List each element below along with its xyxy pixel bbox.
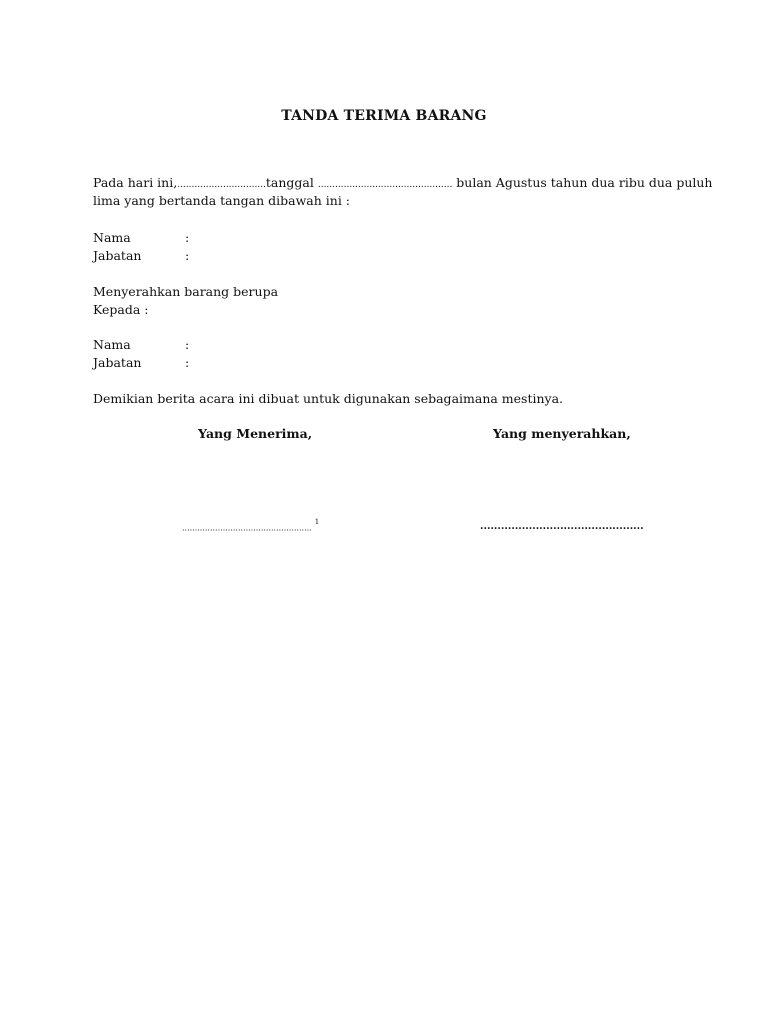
receiver-signature-dots: ...................................................: [182, 523, 312, 533]
first-party-fields: [93, 229, 693, 265]
giver-signature-line: ...............................................: [480, 521, 644, 532]
giver-signature-label: Yang menyerahkan,: [493, 426, 631, 441]
intro-paragraph: [93, 174, 713, 210]
first-party-position-row: [93, 247, 693, 265]
handover-paragraph: [93, 283, 693, 319]
handover-line-2: Kepada :: [93, 302, 149, 317]
first-party-name-colon: :: [185, 230, 190, 245]
second-party-name-colon: :: [185, 337, 190, 352]
closing-paragraph: Demikian berita acara ini dibuat untuk digunakan sebagaimana mestinya.: [93, 391, 564, 406]
intro-date-label: tanggal: [265, 175, 318, 190]
second-party-name-row: [93, 336, 693, 354]
first-party-name-row: [93, 229, 693, 247]
second-party-name-label: Nama: [93, 337, 131, 352]
first-party-position-colon: :: [185, 248, 190, 263]
document-title: TANDA TERIMA BARANG: [281, 108, 487, 124]
handover-line-1: Menyerahkan barang berupa: [93, 284, 279, 299]
second-party-fields: [93, 336, 693, 372]
receiver-signature-line: [182, 518, 320, 533]
receiver-footnote-marker: 1: [314, 518, 320, 526]
date-blank: ...............................................: [317, 180, 453, 190]
receiver-signature-label: Yang Menerima,: [198, 426, 313, 441]
day-blank: ...............................: [177, 180, 266, 190]
intro-line-2: lima yang bertanda tangan dibawah ini :: [93, 193, 351, 208]
intro-line-1: [93, 174, 713, 192]
first-party-name-label: Nama: [93, 230, 131, 245]
second-party-position-colon: :: [185, 355, 190, 370]
intro-day-label: Pada hari ini,: [93, 175, 178, 190]
second-party-position-label: Jabatan: [93, 355, 142, 370]
first-party-position-label: Jabatan: [93, 248, 142, 263]
second-party-position-row: [93, 354, 693, 372]
intro-month-year-text: bulan Agustus tahun dua ribu dua puluh: [452, 175, 713, 190]
